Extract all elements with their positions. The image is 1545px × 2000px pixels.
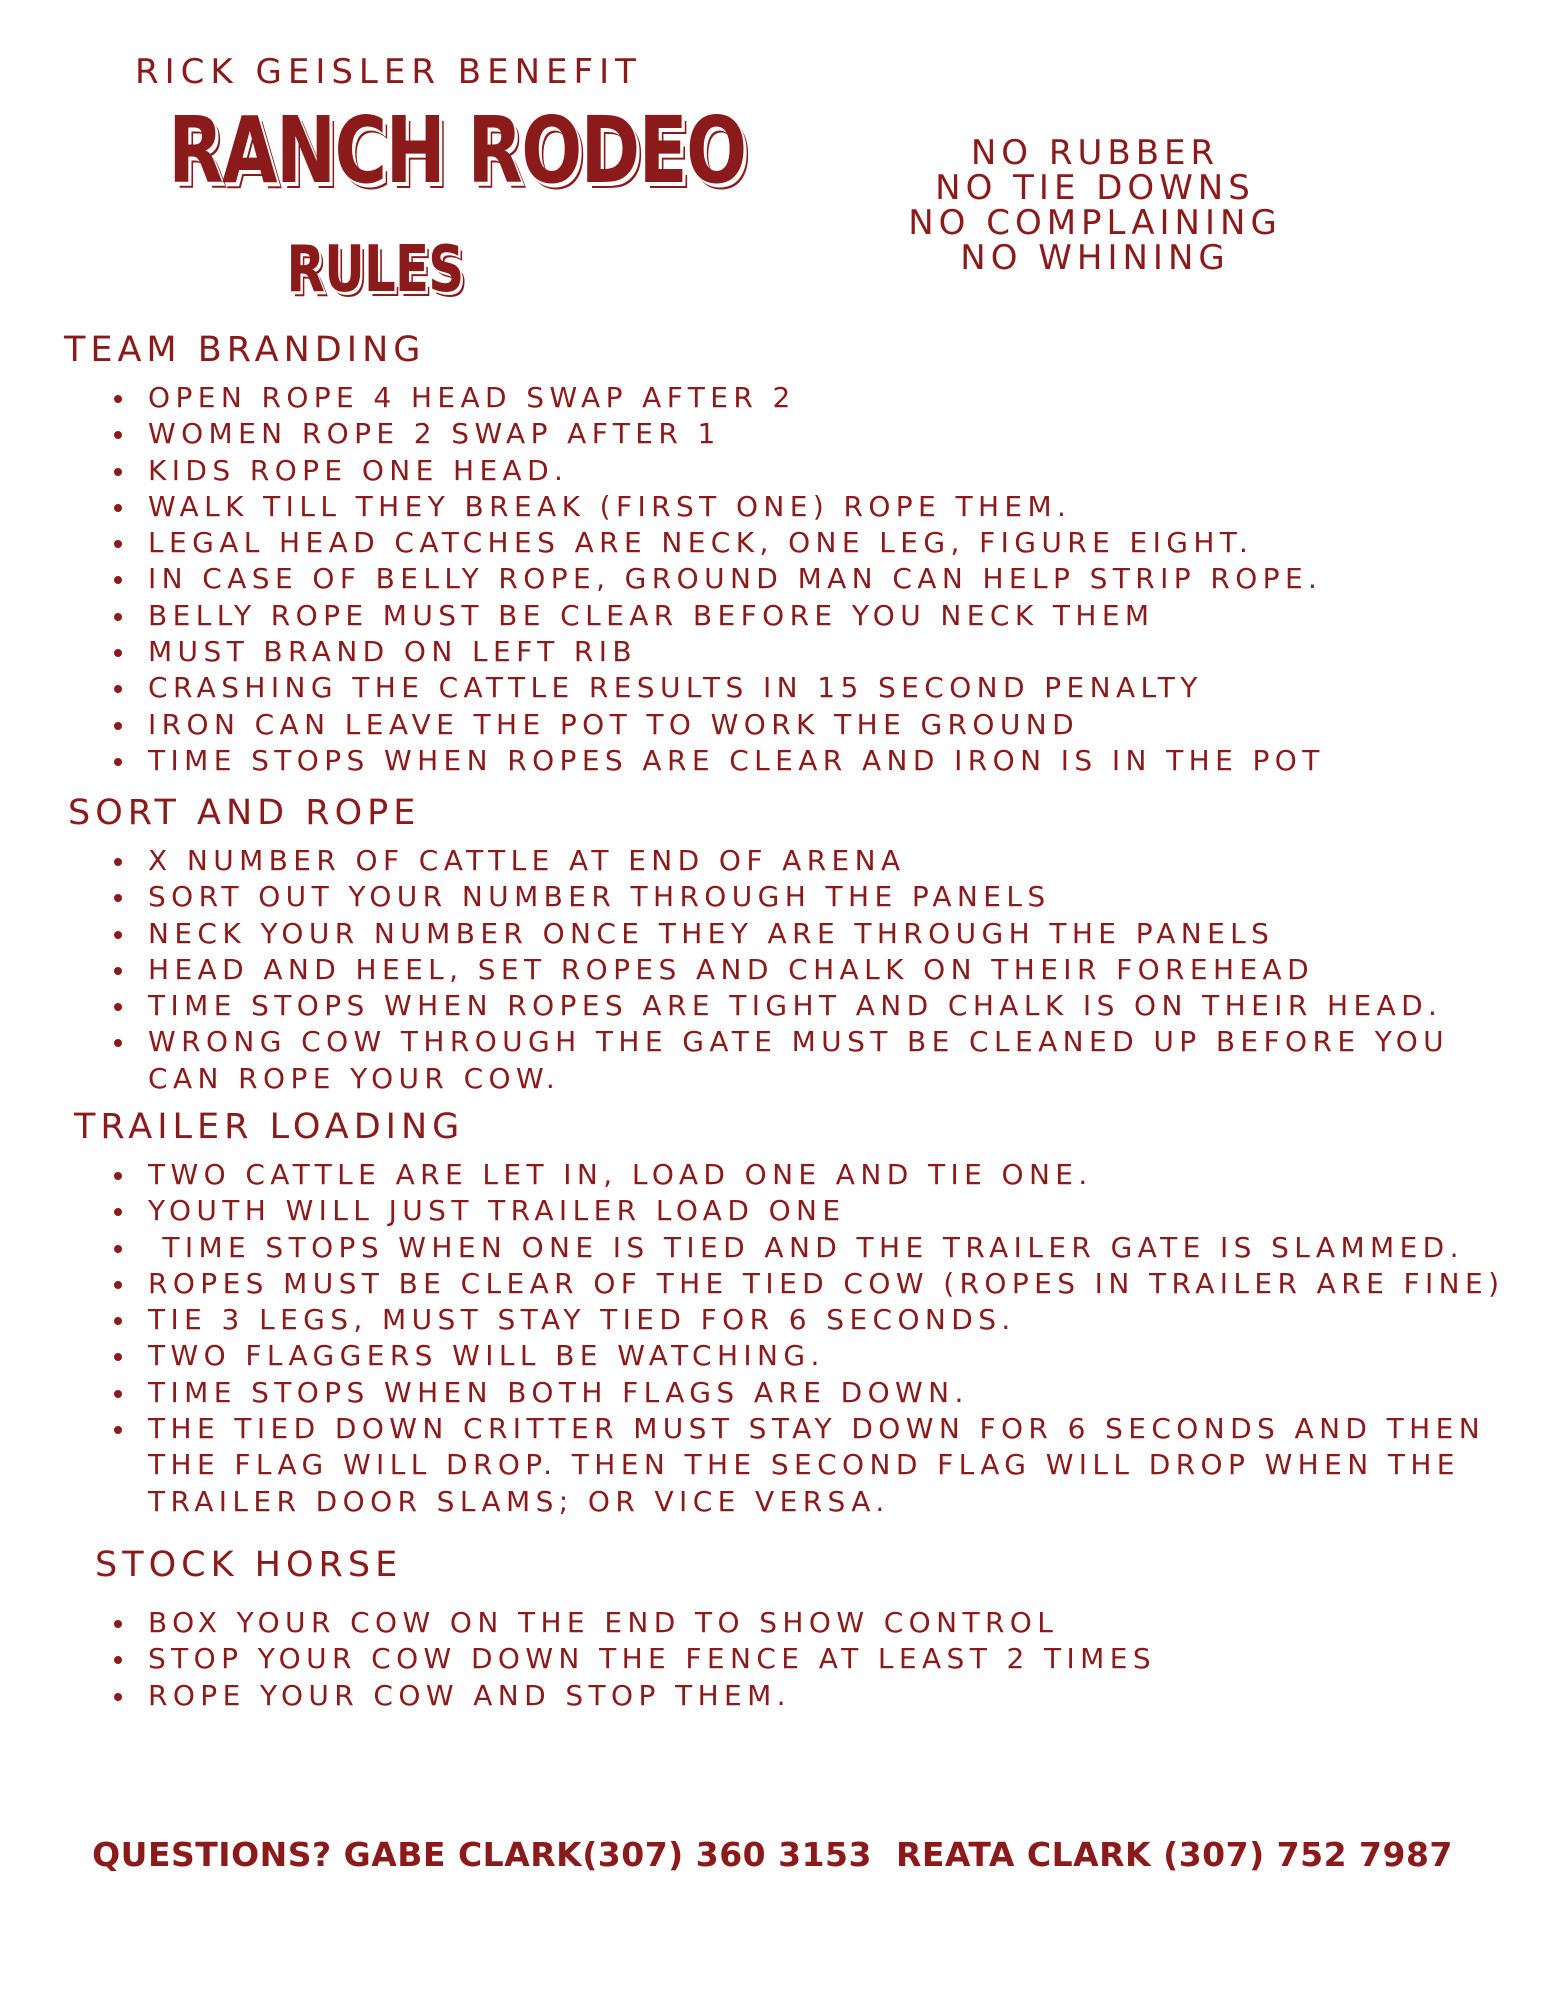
rule-item — [110, 416, 1530, 452]
bullet-icon — [114, 504, 122, 512]
bullet-icon — [114, 1317, 122, 1325]
rule-item — [110, 1230, 1530, 1266]
rule-item — [110, 380, 1530, 416]
rule-item — [110, 561, 1530, 597]
rule-item — [110, 453, 1530, 489]
rule-text: IN CASE OF BELLY ROPE, GROUND MAN CAN HELP STRIP ROPE. — [148, 562, 1323, 596]
bullet-icon — [114, 395, 122, 403]
rule-item — [110, 1678, 1530, 1714]
rule-text: HEAD AND HEEL, SET ROPES AND CHALK ON THEIR FOREHEAD — [148, 952, 1315, 986]
rule-text: IRON CAN LEAVE THE POT TO WORK THE GROUND — [148, 707, 1080, 741]
section-title: TEAM BRANDING — [64, 330, 426, 370]
no-list — [880, 133, 1310, 278]
bullet-icon — [114, 1620, 122, 1628]
rule-text: WRONG COW THROUGH THE GATE MUST BE CLEANED UP BEFORE YOU CAN ROPE YOUR COW. — [148, 1025, 1464, 1095]
rule-text: OPEN ROPE 4 HEAD SWAP AFTER 2 — [148, 381, 796, 414]
rule-text: TIME STOPS WHEN ROPES ARE CLEAR AND IRON IS IN THE POT — [148, 743, 1325, 777]
bullet-icon — [114, 858, 122, 866]
section-title: SORT AND ROPE — [68, 793, 421, 833]
rule-text: THE TIED DOWN CRITTER MUST STAY DOWN FOR 6 SECONDS AND THEN THE FLAG WILL DROP. THEN THE SECOND FLAG WILL DROP WHEN THE TRAILER DOOR SLAMS; OR VICE VERSA. — [148, 1412, 1500, 1518]
page-subtitle: RULES — [286, 233, 464, 307]
bullet-icon — [114, 1172, 122, 1180]
rule-item — [110, 1375, 1530, 1411]
no-list-item: NO RUBBER — [970, 133, 1220, 173]
bullet-icon — [114, 894, 122, 902]
bullet-icon — [114, 931, 122, 939]
rule-text: TWO CATTLE ARE LET IN, LOAD ONE AND TIE ONE. — [148, 1158, 1093, 1191]
rule-item — [110, 1605, 1530, 1641]
page-title: RANCH RODEO — [168, 97, 746, 204]
rule-text: NECK YOUR NUMBER ONCE THEY ARE THROUGH THE PANELS — [148, 916, 1275, 950]
rule-item — [110, 1157, 1530, 1193]
rule-item — [110, 879, 1530, 915]
rule-item — [110, 743, 1530, 779]
rule-text: TWO FLAGGERS WILL BE WATCHING. — [148, 1339, 825, 1373]
section-title: STOCK HORSE — [95, 1545, 403, 1585]
rule-text: KIDS ROPE ONE HEAD. — [148, 453, 569, 487]
bullet-icon — [114, 431, 122, 439]
rule-item — [110, 1302, 1530, 1338]
bullet-icon — [114, 722, 122, 730]
bullet-icon — [114, 758, 122, 766]
rule-text: BELLY ROPE MUST BE CLEAR BEFORE YOU NECK THEM — [148, 598, 1155, 632]
rule-text: BOX YOUR COW ON THE END TO SHOW CONTROL — [148, 1606, 1059, 1639]
rule-item — [110, 916, 1530, 952]
rule-text: ROPES MUST BE CLEAR OF THE TIED COW (ROPES IN TRAILER ARE FINE) — [148, 1266, 1505, 1300]
rule-item — [110, 489, 1530, 525]
bullet-icon — [114, 1353, 122, 1361]
rule-item — [110, 1266, 1530, 1302]
rule-text: LEGAL HEAD CATCHES ARE NECK, ONE LEG, FIGURE EIGHT. — [148, 526, 1254, 560]
bullet-icon — [114, 685, 122, 693]
bullet-icon — [114, 1208, 122, 1216]
rule-text: YOUTH WILL JUST TRAILER LOAD ONE — [148, 1194, 846, 1228]
bullet-icon — [114, 576, 122, 584]
bullet-icon — [114, 1693, 122, 1701]
rule-list — [110, 843, 1530, 1097]
contact-footer: QUESTIONS? GABE CLARK(307) 360 3153 REATA CLARK (307) 752 7987 — [92, 1835, 1453, 1874]
rule-text: TIME STOPS WHEN ONE IS TIED AND THE TRAILER GATE IS SLAMMED. — [148, 1230, 1464, 1264]
rule-text: TIME STOPS WHEN ROPES ARE TIGHT AND CHALK IS ON THEIR HEAD. — [148, 989, 1443, 1023]
rule-text: WALK TILL THEY BREAK (FIRST ONE) ROPE THEM. — [148, 489, 1072, 523]
bullet-icon — [114, 1426, 122, 1434]
rule-item — [110, 1338, 1530, 1374]
rule-item — [110, 1024, 1530, 1097]
rule-item — [110, 707, 1530, 743]
rule-text: CRASHING THE CATTLE RESULTS IN 15 SECOND PENALTY — [148, 671, 1203, 705]
rule-list — [110, 1157, 1530, 1520]
rule-item — [110, 1641, 1530, 1677]
rule-item — [110, 988, 1530, 1024]
rule-list — [110, 1605, 1530, 1714]
rule-item — [110, 598, 1530, 634]
no-list-item: NO TIE DOWNS — [935, 168, 1255, 208]
bullet-icon — [114, 1245, 122, 1253]
bullet-icon — [114, 1039, 122, 1047]
rule-item — [110, 843, 1530, 879]
rule-text: X NUMBER OF CATTLE AT END OF ARENA — [148, 844, 906, 877]
event-name: RICK GEISLER BENEFIT — [135, 52, 642, 92]
rule-text: WOMEN ROPE 2 SWAP AFTER 1 — [148, 417, 721, 451]
bullet-icon — [114, 649, 122, 657]
rule-text: TIME STOPS WHEN BOTH FLAGS ARE DOWN. — [148, 1375, 969, 1409]
rule-text: TIE 3 LEGS, MUST STAY TIED FOR 6 SECONDS. — [148, 1303, 1016, 1337]
rule-item — [110, 952, 1530, 988]
no-list-item: NO WHINING — [960, 238, 1230, 278]
bullet-icon — [114, 1003, 122, 1011]
rule-text: MUST BRAND ON LEFT RIB — [148, 635, 638, 669]
section-title: TRAILER LOADING — [74, 1107, 465, 1147]
bullet-icon — [114, 1656, 122, 1664]
rule-item — [110, 670, 1530, 706]
bullet-icon — [114, 468, 122, 476]
rule-list — [110, 380, 1530, 779]
rule-item — [110, 525, 1530, 561]
rule-item — [110, 1411, 1530, 1520]
rule-text: STOP YOUR COW DOWN THE FENCE AT LEAST 2 TIMES — [148, 1642, 1157, 1676]
rule-text: ROPE YOUR COW AND STOP THEM. — [148, 1678, 791, 1712]
no-list-item: NO COMPLAINING — [908, 203, 1282, 243]
rule-item — [110, 634, 1530, 670]
bullet-icon — [114, 1390, 122, 1398]
bullet-icon — [114, 1281, 122, 1289]
bullet-icon — [114, 613, 122, 621]
rule-item — [110, 1193, 1530, 1229]
bullet-icon — [114, 540, 122, 548]
bullet-icon — [114, 967, 122, 975]
rule-text: SORT OUT YOUR NUMBER THROUGH THE PANELS — [148, 880, 1051, 914]
